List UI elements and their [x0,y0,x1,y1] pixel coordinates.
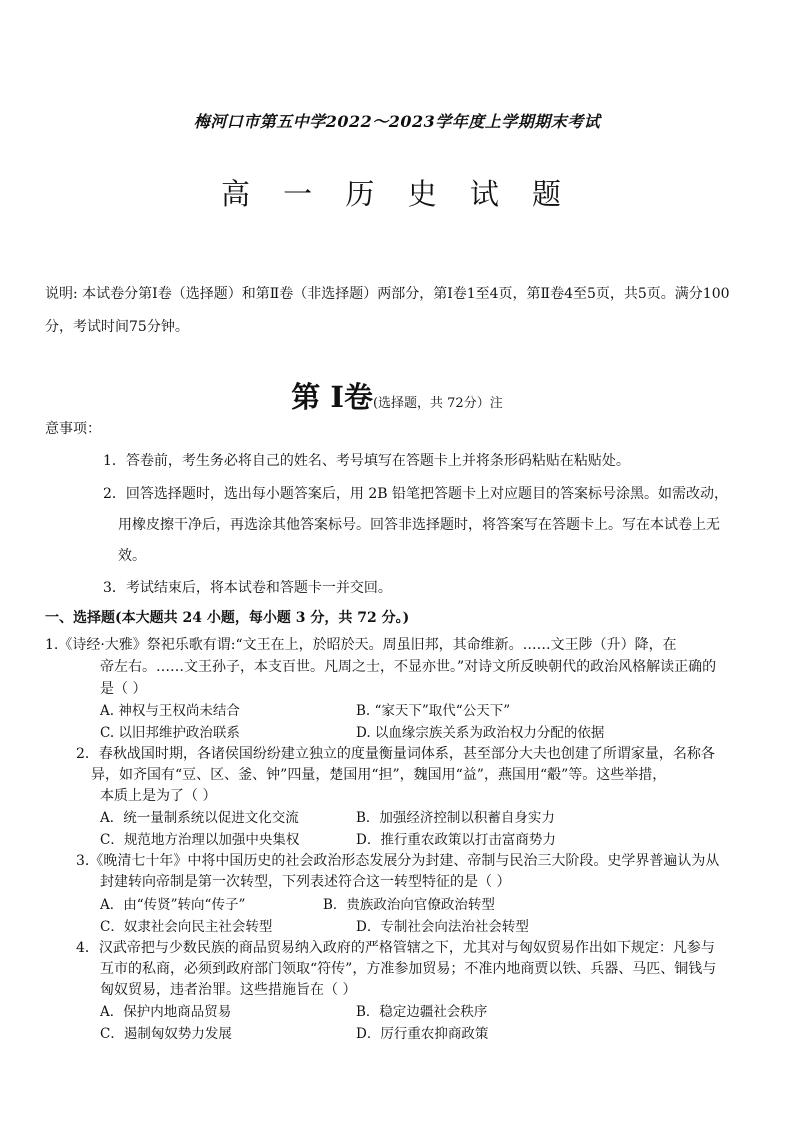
volume-note: (选择题，共 72分）注 [372,396,503,411]
question-4-option-b: B．稳定边疆社会秩序 [356,1004,488,1020]
question-1-line-3: 是（ ） [100,681,147,697]
question-3-option-b: B．贵族政治向官僚政治转型 [323,897,495,913]
question-4-line-3: 匈奴贸易，违者治罪。这些措施旨在（ ） [100,982,357,998]
question-2-line-2: 异，如齐国有“豆、区、釜、钟”四量，楚国用“担”，魏国用“益”，燕国用“觳”等。这些举措， [91,767,667,783]
notice-item-2-line-1: 2．回答选择题时，选出每小题答案后，用 2B 铅笔把答题卡上对应题目的答案标号涂黑。如需改动， [103,486,729,502]
volume-heading [0,375,794,416]
question-4-line-1: 4．汉武帝把与少数民族的商品贸易纳入政府的严格管辖之下，尤其对与匈奴贸易作出如下规定：凡参与 [76,940,715,956]
school-exam-line: 梅河口市第五中学2022～2023学年度上学期期末考试 [193,112,601,131]
notice-item-3: 3．考试结束后，将本试卷和答题卡一并交回。 [103,580,392,596]
question-2-line-1: 2．春秋战国时期，各诸侯国纷纷建立独立的度量衡量词体系，甚至部分大夫也创建了所谓家量，名称各 [76,746,715,762]
question-1-option-a: A. 神权与王权尚未结合 [100,703,240,719]
question-2-option-d: D．推行重农政策以打击富商势力 [356,832,556,848]
question-3-option-c: C．奴隶社会向民主社会转型 [100,919,273,935]
section-heading: 一、选择题(本大题共 24 小题，每小题 3 分，共 72 分。) [45,610,410,626]
question-2-option-a: A．统一量制系统以促进文化交流 [100,810,299,826]
notice-heading: 意事项： [45,421,101,437]
question-3-line-1: 3.《晚清七十年》中将中国历史的社会政治形态发展分为封建、帝制与民治三大阶段。史学界普遍认为从 [76,853,720,869]
notice-item-2-line-2: 用橡皮擦干净后，再选涂其他答案标号。回答非选择题时，将答案写在答题卡上。写在本试卷上无 [118,517,720,533]
notice-item-2-line-3: 效。 [118,548,146,564]
question-3-line-2: 封建转向帝制是第一次转型，下列表述符合这一转型特征的是（ ） [100,874,511,890]
question-4-line-2: 互市的私商，必须到政府部门领取“符传”，方准参加贸易；不准内地商贾以铁、兵器、马匹、铜钱与 [100,961,717,977]
notice-item-1: 1．答卷前，考生务必将自己的姓名、考号填写在答题卡上并将条形码粘贴在粘贴处。 [103,453,630,469]
question-1-option-d: D. 以血缘宗族关系为政治权力分配的依据 [356,725,605,741]
exam-title: 高 一 历 史 试 题 [220,177,574,211]
question-2-option-c: C．规范地方治理以加强中央集权 [100,832,300,848]
question-3-option-d: D．专制社会向法治社会转型 [356,919,529,935]
exam-description: 说明: 本试卷分第Ⅰ卷（选择题）和第Ⅱ卷（非选择题）两部分，第Ⅰ卷1至4页，第Ⅱ卷4至5页，共5页。满分100分，考试时间75分钟。 [45,286,730,335]
question-4-option-c: C．遏制匈奴势力发展 [100,1026,232,1042]
question-1-line-2: 帝左右。……文王孙子，本支百世。凡周之士，不显亦世。”对诗文所反映朝代的政治风格解读正确的 [100,659,717,675]
question-3-option-a: A．由“传贤”转向“传子” [100,897,246,913]
question-1-option-b: B. “家天下”取代“公天下” [356,703,511,719]
question-2-line-3: 本质上是为了（ ） [100,788,217,804]
question-2-option-b: B．加强经济控制以积蓄自身实力 [356,810,555,826]
question-4-option-d: D．厉行重农抑商政策 [356,1026,489,1042]
question-1-line-1: 1.《诗经·大雅》祭祀乐歌有谓:“文王在上，於昭於天。周虽旧邦，其命维新。……文王陟（升）降，在 [45,637,677,653]
question-1-option-c: C. 以旧邦维护政治联系 [100,725,240,741]
volume-title: 第 Ⅰ卷 [291,380,373,414]
question-4-option-a: A．保护内地商品贸易 [100,1004,232,1020]
